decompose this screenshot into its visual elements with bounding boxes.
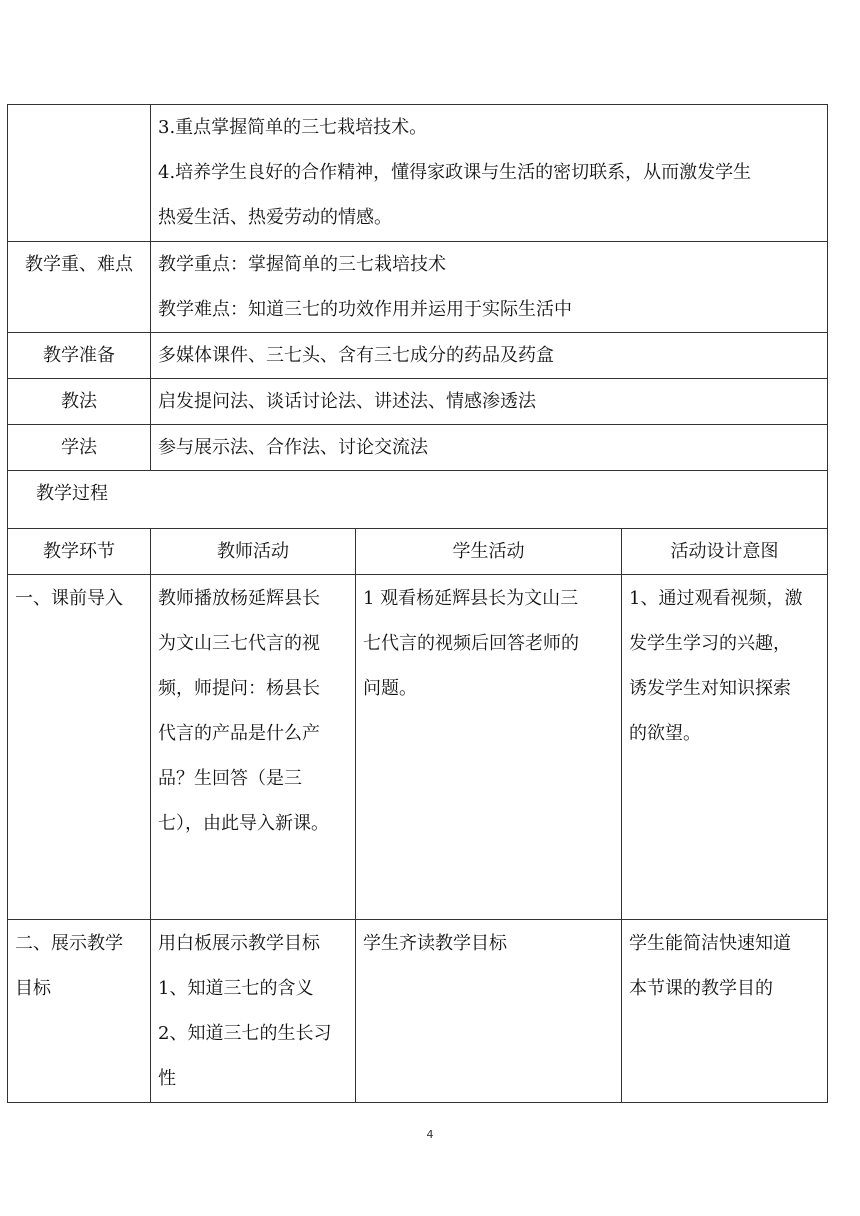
- teacher-line: 为文山三七代言的视: [158, 633, 320, 654]
- intent-line: 学生能简洁快速知道: [629, 933, 791, 954]
- objectives-cell: [151, 105, 828, 242]
- stage-line: 一、课前导入: [15, 588, 123, 609]
- stage-line: 目标: [15, 978, 51, 999]
- teaching-method-label: 教法: [8, 379, 151, 425]
- learning-method-label: 学法: [8, 425, 151, 471]
- col-header-teacher: 教师活动: [151, 529, 356, 575]
- teacher-line: 2、知道三七的生长习: [158, 1023, 332, 1044]
- teacher-line: 用白板展示教学目标: [158, 933, 320, 954]
- stage-line: 二、展示教学: [15, 933, 123, 954]
- teaching-method-value: 启发提问法、谈话讨论法、讲述法、情感渗透法: [151, 379, 828, 425]
- objective-line: 4.培养学生良好的合作精神，懂得家政课与生活的密切联系，从而激发学生: [158, 162, 752, 183]
- process-title: 教学过程: [8, 471, 828, 529]
- intent-line: 本节课的教学目的: [629, 978, 773, 999]
- teacher-line: 1、知道三七的含义: [158, 978, 314, 999]
- intent-line: 诱发学生对知识探索: [629, 678, 791, 699]
- difficult-point-line: 教学难点：知道三七的功效作用并运用于实际生活中: [158, 299, 572, 320]
- key-points-label: 教学重、难点: [8, 242, 151, 333]
- objective-line: 3.重点掌握简单的三七栽培技术。: [158, 117, 428, 138]
- teaching-method-row: [8, 379, 828, 425]
- page-number: 4: [426, 1128, 434, 1141]
- teacher-cell: [151, 575, 356, 920]
- intent-line: 发学生学习的兴趣，: [629, 633, 791, 654]
- intent-cell: [622, 920, 828, 1103]
- teacher-line: 七），由此导入新课。: [158, 813, 329, 834]
- prep-label: 教学准备: [8, 333, 151, 379]
- col-header-student: 学生活动: [356, 529, 622, 575]
- col-header-intent: 活动设计意图: [622, 529, 828, 575]
- student-line: 七代言的视频后回答老师的: [363, 633, 579, 654]
- lesson-plan-table: [7, 104, 828, 1103]
- intent-cell: [622, 575, 828, 920]
- key-points-cell: [151, 242, 828, 333]
- learning-method-row: [8, 425, 828, 471]
- key-point-line: 教学重点：掌握简单的三七栽培技术: [158, 254, 446, 275]
- key-points-row: [8, 242, 828, 333]
- teacher-line: 性: [158, 1068, 176, 1089]
- student-cell: [356, 920, 622, 1103]
- intent-line: 的欲望。: [629, 723, 701, 744]
- prep-value: 多媒体课件、三七头、含有三七成分的药品及药盒: [151, 333, 828, 379]
- teacher-line: 品？生回答（是三: [158, 768, 302, 789]
- col-header-stage: 教学环节: [8, 529, 151, 575]
- objectives-row: [8, 105, 828, 242]
- process-title-row: [8, 471, 828, 529]
- student-line: 问题。: [363, 678, 417, 699]
- teacher-line: 频，师提问：杨县长: [158, 678, 320, 699]
- student-line: 学生齐读教学目标: [363, 933, 507, 954]
- student-cell: [356, 575, 622, 920]
- objectives-label-cell: [8, 105, 151, 242]
- learning-method-value: 参与展示法、合作法、讨论交流法: [151, 425, 828, 471]
- table-row: [8, 575, 828, 920]
- stage-cell: [8, 575, 151, 920]
- objective-line: 热爱生活、热爱劳动的情感。: [158, 207, 392, 228]
- teacher-line: 代言的产品是什么产: [158, 723, 320, 744]
- teacher-cell: [151, 920, 356, 1103]
- intent-line: 1、通过观看视频，激: [629, 588, 803, 609]
- stage-cell: [8, 920, 151, 1103]
- column-header-row: [8, 529, 828, 575]
- table-row: [8, 920, 828, 1103]
- teacher-line: 教师播放杨延辉县长: [158, 588, 320, 609]
- prep-row: [8, 333, 828, 379]
- student-line: 1 观看杨延辉县长为文山三: [363, 588, 579, 609]
